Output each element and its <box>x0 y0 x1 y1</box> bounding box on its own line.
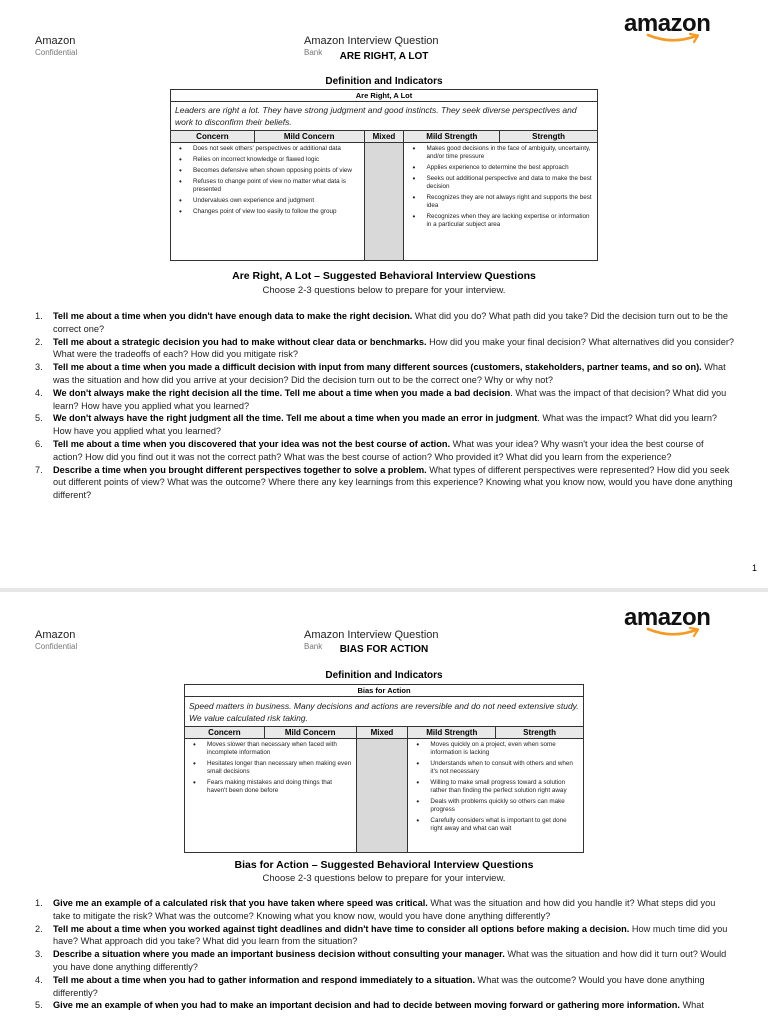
concern-indicators <box>185 739 357 853</box>
document-page-2 <box>0 592 768 1024</box>
section-title: BIAS FOR ACTION <box>339 644 429 655</box>
list-item: • Becomes defensive when shown opposing points of view <box>175 167 360 175</box>
list-item: • Refuses to change point of view no matter what data is presented <box>175 178 360 194</box>
table-name: Bias for Action <box>185 685 584 697</box>
column-header-concern: Concern <box>171 131 255 143</box>
question-item: 3. Tell me about a time when you made a difficult decision with input from many different sources (customers, stakeholders, partner teams, and so on). What was the situation and how did you arrive at your decision? Did the decision turn out to be the correct one? Why or why not? <box>35 362 726 385</box>
question-item: 1. Tell me about a time when you didn't have enough data to make the right decision. What did you do? What path did you take? Did the decision turn out to be the correct one? <box>35 311 728 334</box>
question-item: 5. Give me an example of when you had to make an important decision and had to decide between moving forward or gathering more information. What <box>35 1000 704 1011</box>
list-item: • Fears making mistakes and doing things that haven't been done before <box>189 779 352 795</box>
column-header-strength: Strength <box>496 727 584 739</box>
amazon-logo-icon: amazon <box>624 606 714 638</box>
question-item: 2. Tell me about a time when you worked against tight deadlines and didn't have time to consider all options before making a decision. How much time did you have? What approach did you take? What did you learn from the situation? <box>35 923 728 947</box>
header-doc-title: Amazon Interview Question Bank <box>304 35 439 57</box>
column-header-mild-strength: Mild Strength <box>408 727 496 739</box>
list-item: • Does not seek others' perspectives or additional data <box>175 145 360 153</box>
column-header-mild-concern: Mild Concern <box>254 131 364 143</box>
concern-indicators <box>171 143 365 261</box>
column-header-mixed: Mixed <box>364 131 404 143</box>
list-item: • Applies experience to determine the best approach <box>408 164 593 172</box>
table-description: Speed matters in business. Many decisions and actions are reversible and do not need extensive study. We value calculated risk taking. <box>185 697 584 727</box>
header-doc-title: Amazon Interview Question Bank <box>304 629 439 651</box>
list-item: • Undervalues own experience and judgment <box>175 197 360 205</box>
list-item: • Carefully considers what is important to get done right away and what can wait <box>412 817 579 833</box>
header-company: Amazon Confidential <box>35 35 78 57</box>
column-header-concern: Concern <box>185 727 265 739</box>
list-item: • Willing to make small progress toward a solution rather than finding the perfect solution right away <box>412 779 579 795</box>
column-header-mild-concern: Mild Concern <box>264 727 356 739</box>
strength-indicators <box>404 143 598 261</box>
question-item: 4. We don't always make the right decision all the time. Tell me about a time when you made a bad decision. What was the impact of that decision? What did you learn? How have you applied what you learned? <box>35 387 727 411</box>
indicators-table <box>170 89 598 261</box>
table-description: Leaders are right a lot. They have strong judgment and good instincts. They seek diverse perspectives and work to disconfirm their beliefs. <box>171 102 598 131</box>
question-item: 7. Describe a time when you brought different perspectives together to solve a problem. What types of different perspectives were represented? How did you seek out different points of view? What was the outcome? Where there any key learnings from this experience? Knowing what you know now, would you have done anything different? <box>35 464 733 501</box>
column-header-mild-strength: Mild Strength <box>404 131 500 143</box>
question-item: 1. Give me an example of a calculated risk that you have taken where speed was critical. What was the situation and how did you handle it? What steps did you take to mitigate the risk? What was the outcome? Knowing what you know now, would you have done anything differently? <box>35 898 716 921</box>
table-name: Are Right, A Lot <box>171 90 598 102</box>
header-company: Amazon Confidential <box>35 629 78 651</box>
strength-indicators <box>408 739 584 853</box>
list-item: • Seeks out additional perspective and data to make the best decision <box>408 175 593 191</box>
mixed-column <box>364 143 404 261</box>
list-item: • Recognizes when they are lacking expertise or information in a particular subject area <box>408 213 593 229</box>
question-item: 6. Tell me about a time when you discovered that your idea was not the best course of action. What was your idea? Why wasn't your idea the best course of action? How did you find out it was not the correct path? What was the best course of action? Who provided it? What did you learn from the experience? <box>35 438 704 462</box>
column-header-mixed: Mixed <box>356 727 408 739</box>
indicators-table <box>184 684 584 853</box>
definition-heading: Definition and Indicators <box>325 76 443 87</box>
questions-instruction: Choose 2-3 questions below to prepare for your interview. <box>262 285 506 296</box>
questions-heading: Bias for Action – Suggested Behavioral Interview Questions <box>234 859 534 871</box>
page-number: 1 <box>752 563 758 573</box>
list-item: • Makes good decisions in the face of ambiguity, uncertainty, and/or time pressure <box>408 145 593 161</box>
definition-heading: Definition and Indicators <box>325 670 443 681</box>
questions-list <box>35 897 735 1012</box>
question-item: 2. Tell me about a strategic decision you had to make without clear data or benchmarks. How did you make your final decision? What alternatives did you consider? What were the tradeoffs of each? How did you mitigate risk? <box>35 336 734 360</box>
questions-list <box>35 310 735 502</box>
list-item: • Moves slower than necessary when faced with incomplete information <box>189 741 352 757</box>
question-item: 5. We don't always have the right judgment all the time. Tell me about a time when you made an error in judgment. What was the impact? What did you learn? How have you applied what you learned? <box>35 413 718 437</box>
questions-instruction: Choose 2-3 questions below to prepare for your interview. <box>262 873 506 884</box>
mixed-column <box>356 739 408 853</box>
list-item: • Understands when to consult with others and when it's not necessary <box>412 760 579 776</box>
list-item: • Deals with problems quickly so others can make progress <box>412 798 579 814</box>
column-header-strength: Strength <box>500 131 598 143</box>
questions-heading: Are Right, A Lot – Suggested Behavioral Interview Questions <box>232 270 536 282</box>
question-item: 4. Tell me about a time when you had to gather information and respond immediately to a situation. What was the outcome? Would you have done anything differently? <box>35 974 705 998</box>
question-item: 3. Describe a situation where you made an important business decision without consulting your manager. What was the situation and how did it turn out? Would you have done anything differently? <box>35 949 727 972</box>
list-item: • Relies on incorrect knowledge or flawed logic <box>175 156 360 164</box>
list-item: • Recognizes they are not always right and supports the best idea <box>408 194 593 210</box>
amazon-logo-icon: amazon <box>624 12 714 44</box>
list-item: • Moves quickly on a project, even when some information is lacking <box>412 741 579 757</box>
list-item: • Hesitates longer than necessary when making even small decisions <box>189 760 352 776</box>
section-title: ARE RIGHT, A LOT <box>339 51 429 62</box>
list-item: • Changes point of view too easily to follow the group <box>175 208 360 216</box>
